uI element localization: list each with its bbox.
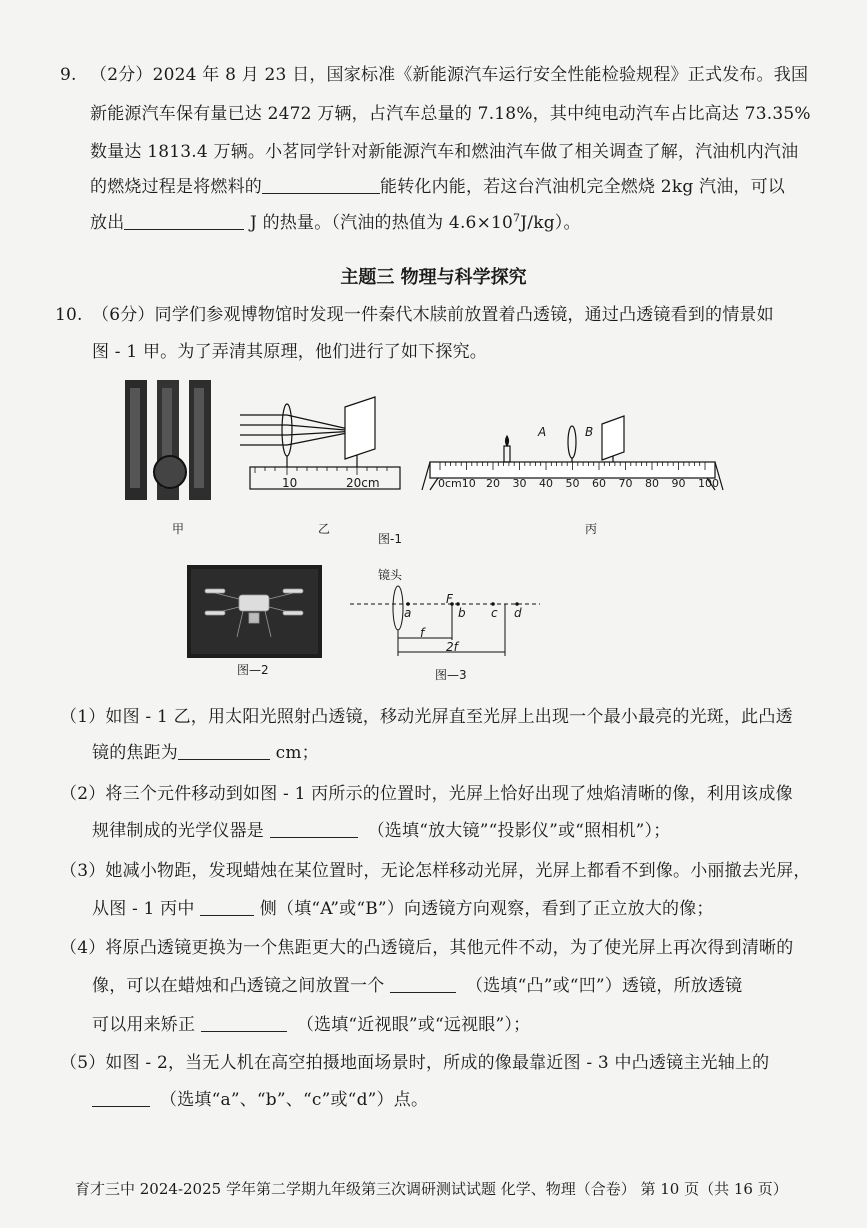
sub1-line-2-start: 镜的焦距为: [92, 743, 178, 763]
sub4-line-2-start: 像，可以在蜡烛和凸透镜之间放置一个: [92, 976, 391, 996]
bench-tick-label: 50: [565, 477, 580, 490]
fig1-label-yi: 乙: [318, 522, 331, 536]
sub2-line-2-end: （选填“放大镜”“投影仪”或“照相机”）；: [367, 821, 671, 841]
sub4-line-3: [92, 1014, 530, 1036]
q9-line-4-start: 的燃烧过程是将燃料的: [90, 177, 262, 197]
sub2-line-1: （2）将三个元件移动到如图 - 1 丙所示的位置时，光屏上恰好出现了烛焰清晰的像，利用该成像: [60, 784, 793, 804]
fig1-bing-label-B: B: [585, 425, 594, 439]
sub4-lens-type-blank[interactable]: [390, 976, 456, 993]
sub2-line-2: [92, 820, 670, 842]
section-title: 主题三 物理与科学探究: [340, 267, 527, 288]
sub5-line-2: [92, 1089, 428, 1111]
sub4-line-3-end: （选填“近视眼”或“远视眼”）；: [296, 1015, 531, 1035]
fig3-d-label: d: [514, 606, 522, 620]
fig1-yi-tick-10: 10: [282, 476, 298, 490]
fig1-label-bing: 丙: [585, 522, 598, 536]
fig3-a-label: a: [404, 606, 412, 620]
q9-line-3: 数量达 1813.4 万辆。小茗同学针对新能源汽车和燃油汽车做了相关调查了解，汽油机内汽油: [90, 142, 799, 162]
sub4-line-2-end: （选填“凸”或“凹”）透镜，所放透镜: [466, 976, 743, 996]
q9-line-5-end: J/kg）。: [520, 213, 581, 233]
bench-tick-label: 30: [512, 477, 527, 490]
sub1-line-2: [92, 742, 319, 764]
sub4-line-2: [92, 975, 742, 997]
q9-line-4: [90, 176, 785, 198]
q10-line-2: 图 - 1 甲。为了弄清其原理，他们进行了如下探究。: [92, 342, 487, 362]
sub4-line-3-start: 可以用来矫正: [92, 1015, 201, 1035]
q9-line-5-mid: J 的热量。（汽油的热值为 4.6×10: [244, 213, 514, 233]
fig1-caption: 图-1: [378, 532, 402, 546]
fig1-label-jia: 甲: [172, 522, 185, 536]
q10-number: 10.: [55, 305, 83, 325]
q10-line-1: （6分）同学们参观博物馆时发现一件秦代木牍前放置着凸透镜，通过凸透镜看到的情景如: [92, 305, 774, 325]
bench-tick-label: 100: [698, 477, 719, 490]
sub1-focal-blank[interactable]: [178, 743, 270, 760]
bench-tick-label: 40: [539, 477, 553, 490]
q9-line-4-end: 能转化内能，若这台汽油机完全燃烧 2kg 汽油，可以: [380, 177, 786, 197]
fig3-lens-label: 镜头: [378, 568, 403, 582]
bench-tick-label: 60: [592, 477, 606, 490]
q9-line-5-start: 放出: [90, 213, 125, 233]
bench-tick-label: 80: [645, 477, 659, 490]
sub2-line-2-start: 规律制成的光学仪器是: [92, 821, 270, 841]
sub3-line-2: [92, 898, 714, 920]
sub4-eye-blank[interactable]: [201, 1015, 287, 1032]
sub4-line-1: （4）将原凸透镜更换为一个焦距更大的凸透镜后，其他元件不动，为了使光屏上再次得到清晰的: [60, 938, 794, 958]
sub1-line-1: （1）如图 - 1 乙，用太阳光照射凸透镜，移动光屏直至光屏上出现一个最小最亮的光斑，此凸透: [60, 707, 793, 727]
bench-tick-label: 20: [486, 477, 500, 490]
q9-number: 9.: [60, 65, 77, 85]
q9-energy-blank[interactable]: [262, 177, 380, 194]
q9-line-5: [90, 212, 581, 234]
fig2-drone-photo: [187, 565, 322, 658]
bench-tick-label: 90: [671, 477, 686, 490]
sub3-line-1: （3）她减小物距，发现蜡烛在某位置时，无论怎样移动光屏，光屏上都看不到像。小丽撤去光屏，: [60, 861, 811, 881]
q9-line-2: 新能源汽车保有量已达 2472 万辆，占汽车总量的 7.18%，其中纯电动汽车占比高达 73.35%: [90, 104, 811, 124]
q9-heat-blank[interactable]: [124, 213, 244, 230]
page-footer: 育才三中 2024-2025 学年第二学期九年级第三次调研测试试题 化学、物理（合卷） 第 10 页（共 16 页）: [75, 1180, 788, 1198]
sub1-line-2-end: cm；: [270, 743, 319, 763]
fig1-bing-label-A: A: [538, 425, 547, 439]
fig3-c-label: c: [491, 606, 498, 620]
sub5-line-1: （5）如图 - 2，当无人机在高空拍摄地面场景时，所成的像最靠近图 - 3 中凸透镜主光轴上的: [60, 1053, 770, 1073]
sub5-line-2-end: （选填“a”、“b”、“c”或“d”）点。: [160, 1090, 429, 1110]
fig2-caption: 图—2: [237, 663, 269, 677]
fig3-b-label: b: [458, 606, 466, 620]
q9-exponent: 7: [513, 211, 521, 225]
fig1-yi-tick-20: 20cm: [346, 476, 380, 490]
sub3-side-blank[interactable]: [200, 899, 254, 916]
fig1-jia-photo: [125, 380, 215, 500]
sub3-line-2-start: 从图 - 1 丙中: [92, 899, 201, 919]
fig3-f-label: f: [420, 626, 425, 640]
bench-tick-label: 70: [618, 477, 633, 490]
sub2-instrument-blank[interactable]: [270, 821, 358, 838]
fig3-F-label: F: [446, 592, 453, 606]
bench-tick-label: 0cm10: [438, 477, 476, 490]
fig3-2f-label: 2f: [446, 640, 458, 654]
sub5-point-blank[interactable]: [92, 1090, 150, 1107]
fig3-caption: 图—3: [435, 668, 467, 682]
q9-line-1: （2分）2024 年 8 月 23 日，国家标准《新能源汽车运行安全性能检验规程》正式发布。我国: [90, 65, 809, 85]
sub3-line-2-end: 侧（填“A”或“B”）向透镜方向观察，看到了正立放大的像；: [254, 899, 714, 919]
